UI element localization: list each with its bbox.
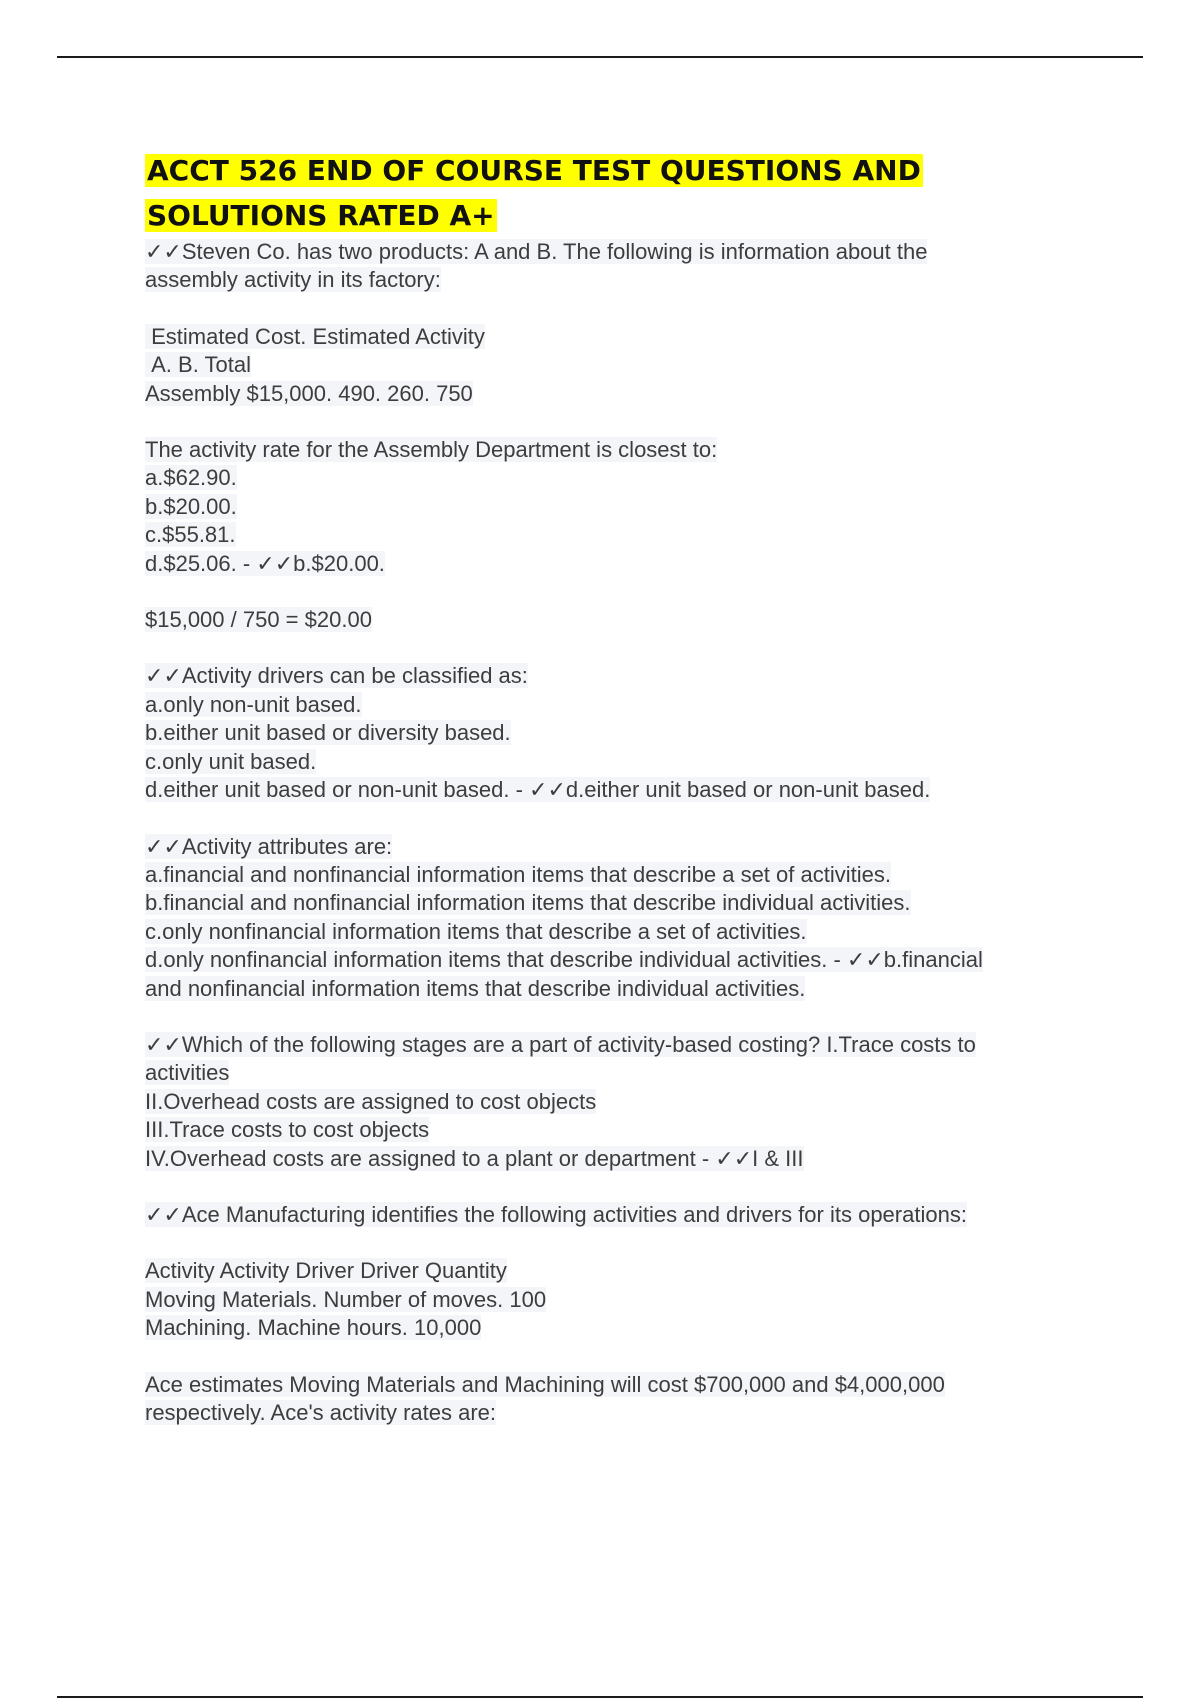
q3-question: [145, 833, 1075, 1003]
q3-option-d-line-1: d.only nonfinancial information items that describe individual activities. - ✓✓b.financial: [145, 947, 983, 973]
q1-solution-text: $15,000 / 750 = $20.00: [145, 607, 372, 633]
question-4: [145, 1031, 1075, 1173]
q5-table-line-3: Machining. Machine hours. 10,000: [145, 1315, 482, 1341]
question-2: [145, 662, 1075, 804]
q4-question-line-2: activities: [145, 1060, 230, 1086]
q3-option-c: c.only nonfinancial information items that describe a set of activities.: [145, 918, 807, 944]
q2-option-b: b.either unit based or diversity based.: [145, 720, 511, 746]
footer-rule: [57, 1696, 1143, 1698]
q1-intro-line-1: ✓✓Steven Co. has two products: A and B. The following is information about the: [145, 239, 928, 264]
q1-option-a: a.$62.90.: [145, 465, 237, 491]
q5-table: [145, 1257, 1075, 1342]
q4-question-line-1: ✓✓Which of the following stages are a part of activity-based costing? I.Trace costs to: [145, 1031, 976, 1057]
q4-item-3: III.Trace costs to cost objects: [145, 1117, 430, 1143]
q2-option-d: d.either unit based or non-unit based. - ✓✓d.either unit based or non-unit based.: [145, 777, 931, 803]
q3-option-a: a.financial and nonfinancial information items that describe a set of activities.: [145, 861, 891, 887]
q3-option-d-line-2: and nonfinancial information items that describe individual activities.: [145, 975, 806, 1001]
q4-question: [145, 1031, 1075, 1173]
q1-intro: [145, 238, 1075, 295]
q5-question-line-2: respectively. Ace's activity rates are:: [145, 1400, 497, 1425]
q1-question: [145, 436, 1075, 578]
question-1: [145, 238, 1075, 634]
q3-option-b: b.financial and nonfinancial information items that describe individual activities.: [145, 890, 911, 916]
q5-intro: [145, 1201, 1075, 1229]
q5-table-line-1: Activity Activity Driver Driver Quantity: [145, 1258, 507, 1284]
title-line-1: ACCT 526 END OF COURSE TEST QUESTIONS AND: [147, 154, 921, 187]
q3-question-text: ✓✓Activity attributes are:: [145, 833, 393, 859]
q1-table-line-3: Assembly $15,000. 490. 260. 750: [145, 380, 473, 406]
q2-question: [145, 662, 1075, 804]
q5-question: [145, 1371, 1075, 1428]
q5-table-line-2: Moving Materials. Number of moves. 100: [145, 1286, 547, 1312]
title-line-2: SOLUTIONS RATED A+: [147, 199, 495, 232]
q1-option-c: c.$55.81.: [145, 522, 236, 548]
q1-solution: [145, 606, 1075, 634]
q2-option-a: a.only non-unit based.: [145, 691, 362, 717]
q1-question-text: The activity rate for the Assembly Department is closest to:: [145, 437, 718, 463]
document-body: [145, 148, 1075, 1427]
q2-option-c: c.only unit based.: [145, 748, 317, 774]
q2-question-text: ✓✓Activity drivers can be classified as:: [145, 663, 528, 689]
q4-item-4: IV.Overhead costs are assigned to a plant or department - ✓✓I & III: [145, 1145, 804, 1171]
header-rule: [57, 56, 1143, 58]
q1-intro-line-2: assembly activity in its factory:: [145, 267, 441, 293]
q1-option-d: d.$25.06. - ✓✓b.$20.00.: [145, 550, 385, 576]
question-5: [145, 1201, 1075, 1427]
q1-table-line-2: A. B. Total: [145, 352, 251, 378]
q1-option-b: b.$20.00.: [145, 493, 237, 519]
q1-table: [145, 323, 1075, 408]
q5-intro-text: ✓✓Ace Manufacturing identifies the following activities and drivers for its operations:: [145, 1201, 967, 1227]
q5-question-line-1: Ace estimates Moving Materials and Machining will cost $700,000 and $4,000,000: [145, 1371, 945, 1397]
q1-table-line-1: Estimated Cost. Estimated Activity: [145, 323, 485, 349]
document-title: [145, 148, 945, 238]
question-3: [145, 833, 1075, 1003]
q4-item-2: II.Overhead costs are assigned to cost objects: [145, 1088, 597, 1114]
